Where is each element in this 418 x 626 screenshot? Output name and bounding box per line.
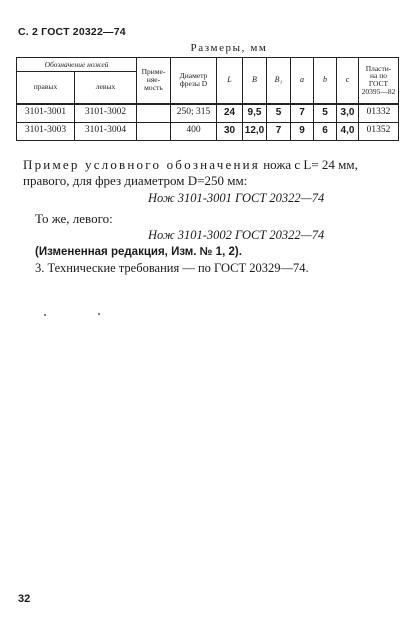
header-c: c [337, 58, 359, 104]
designation-left: Нож 3101-3002 ГОСТ 20322—74 [148, 228, 325, 242]
same-left-text: То же, левого: [35, 211, 113, 226]
page-number: 32 [18, 593, 31, 605]
cell-note [137, 122, 171, 140]
cell-b: 6 [314, 122, 337, 140]
header-cutter-diameter: Диаметр фрезы D [171, 58, 217, 104]
table-caption: Размеры, мм [190, 42, 268, 54]
cell-plate: 01352 [359, 122, 399, 140]
example-intro-spaced: Пример условного обозначения [23, 157, 260, 172]
cell-note [137, 104, 171, 123]
table-row [17, 104, 399, 123]
cell-left: 3101-3002 [75, 104, 137, 123]
cell-diam: 400 [171, 122, 217, 140]
header-designation: Обозначение ножей [17, 58, 137, 72]
cell-plate: 01332 [359, 104, 399, 123]
cell-b: 5 [314, 104, 337, 123]
cell-a: 9 [291, 122, 314, 140]
dimensions-table [16, 57, 399, 141]
header-b: b [314, 58, 337, 104]
cell-L: 30 [217, 122, 243, 140]
header-plate: Пласти- на по ГОСТ 20395—82 [359, 58, 399, 104]
speck [44, 314, 46, 316]
example-paragraph [23, 157, 393, 189]
header-right: правых [17, 72, 75, 104]
designation-right: Нож 3101-3001 ГОСТ 20322—74 [148, 191, 325, 205]
cell-a: 7 [291, 104, 314, 123]
speck [98, 313, 100, 315]
cell-L: 24 [217, 104, 243, 123]
cell-B: 9,5 [243, 104, 267, 123]
cell-diam: 250; 315 [171, 104, 217, 123]
header-a: a [291, 58, 314, 104]
cell-B1: 7 [267, 122, 291, 140]
cell-c: 3,0 [337, 104, 359, 123]
cell-right: 3101-3001 [17, 104, 75, 123]
cell-B1: 5 [267, 104, 291, 123]
example-intro-rest: ножа с L= 24 мм, правого, для фрез диаметром D=250 мм: [23, 157, 358, 188]
cell-c: 4,0 [337, 122, 359, 140]
cell-right: 3101-3003 [17, 122, 75, 140]
page-header: С. 2 ГОСТ 20322—74 [18, 26, 126, 38]
header-applicability: Приме- няе- мость [137, 58, 171, 104]
revision-note: (Измененная редакция, Изм. № 1, 2). [35, 246, 242, 258]
header-left: левых [75, 72, 137, 104]
header-B1: B₁ [267, 58, 291, 104]
header-L: L [217, 58, 243, 104]
table-row [17, 122, 399, 140]
cell-left: 3101-3004 [75, 122, 137, 140]
section-3-text: 3. Технические требования — по ГОСТ 20329—74. [35, 261, 309, 275]
header-B: B [243, 58, 267, 104]
cell-B: 12,0 [243, 122, 267, 140]
